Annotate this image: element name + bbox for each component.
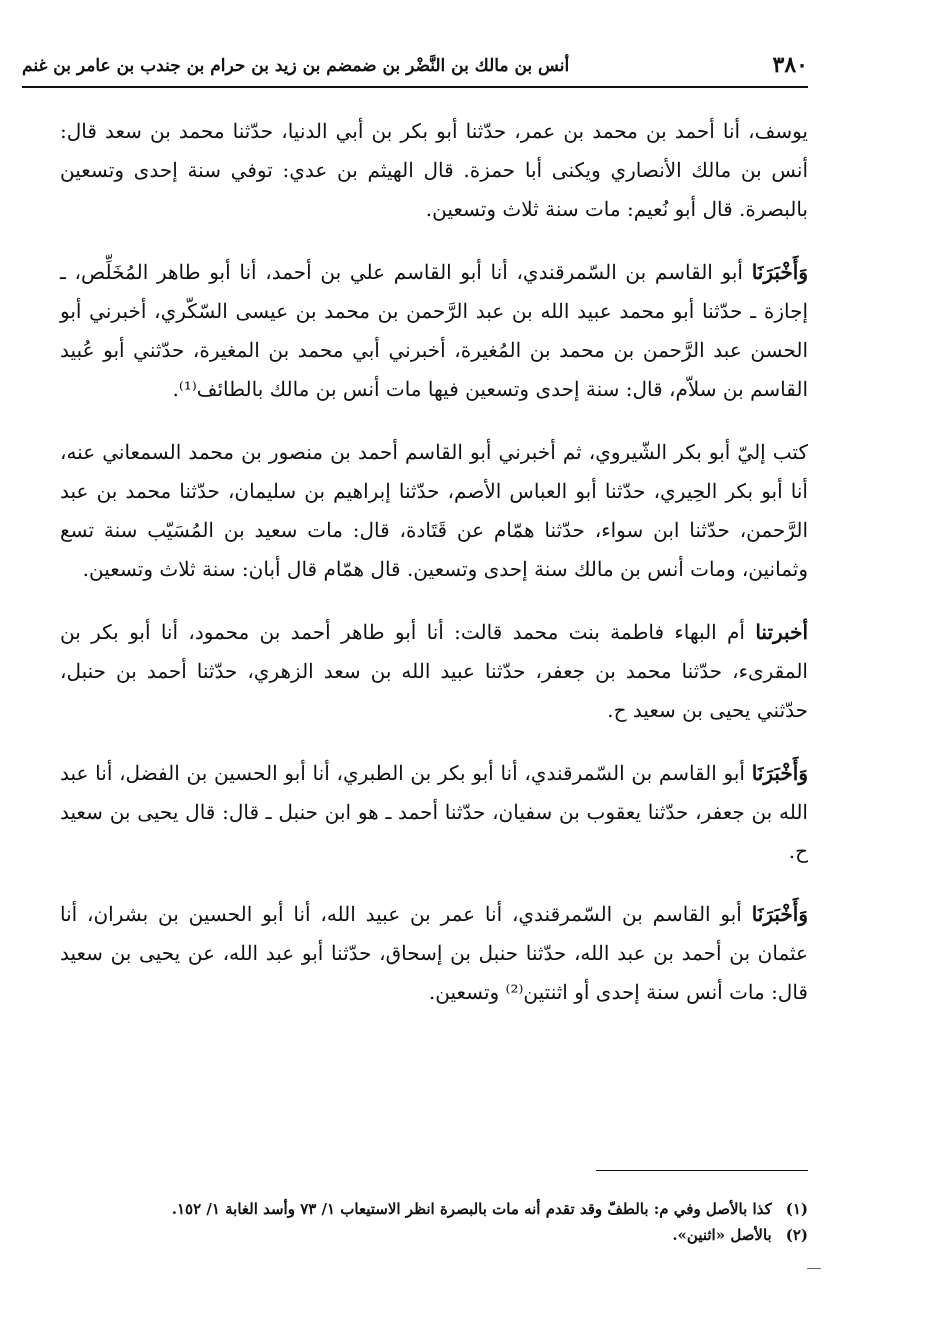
paragraph — [60, 895, 808, 1012]
paragraph-lead: وَأَخْبَرَنَا — [751, 902, 808, 926]
footnote-number: (١) — [785, 1200, 808, 1218]
header-divider — [22, 86, 808, 88]
footnote-divider — [596, 1170, 808, 1171]
paragraph-text: يوسف، أنا أحمد بن محمد بن عمر، حدّثنا أبو بكر بن أبي الدنيا، حدّثنا محمد بن سعد قال: أنس بن مالك الأنصاري ويكنى أبا حمزة. قال الهيثم بن عدي: توفي سنة إحدى وتسعين بالبصرة. قال أبو نُعيم: مات سنة ثلاث وتسعين. — [60, 119, 808, 221]
paragraph — [60, 754, 808, 871]
footnote-text: كذا بالأصل وفي م: بالطفّ وقد تقدم أنه مات بالبصرة انظر الاستيعاب ١/ ٧٣ وأسد الغابة ١/ ١٥٢. — [171, 1200, 772, 1218]
paragraph-text: أبو القاسم بن السّمرقندي، أنا أبو بكر بن الطبري، أنا أبو الحسين بن الفضل، أنا عبد الله بن جعفر، حدّثنا يعقوب بن سفيان، حدّثنا أحمد ـ هو ابن حنبل ـ قال: قال يحيى بن سعيد ح. — [60, 761, 808, 863]
running-title: أنس بن مالك بن النَّضْر بن ضمضم بن زيد بن حرام بن جندب بن عامر بن غنم — [22, 56, 570, 76]
footnote-number: (٢) — [785, 1226, 808, 1244]
footnotes — [60, 1196, 808, 1248]
paragraph — [60, 613, 808, 730]
page-number: ٣٨٠ — [772, 52, 808, 78]
paragraph-text: أم البهاء فاطمة بنت محمد قالت: أنا أبو طاهر أحمد بن محمود، أنا أبو بكر بن المقرىء، حدّثنا محمد بن جعفر، حدّثنا عبيد الله بن سعد الزهري، حدّثنا أحمد بن حنبل، حدّثني يحيى بن سعيد ح. — [60, 620, 808, 722]
footnote-text: بالأصل «اثنين». — [672, 1226, 772, 1244]
paragraph-lead: أخبرتنا — [755, 620, 808, 644]
paragraph-text: كتب إليّ أبو بكر الشّيروي، ثم أخبرني أبو القاسم أحمد بن منصور بن محمد السمعاني عنه، أنا أبو بكر الحِيري، حدّثنا أبو العباس الأصم، حدّثنا إبراهيم بن سليمان، حدّثنا محمد بن عبد الرَّحمن، حدّثنا ابن سواء، حدّثنا همّام عن قَتَادة، قال: مات سعيد بن المُسَيّب سنة تسع وثمانين، ومات أنس بن مالك سنة إحدى وتسعين. قال همّام قال أبان: سنة ثلاث وتسعين. — [60, 440, 808, 581]
paragraph — [60, 112, 808, 229]
footnote — [60, 1196, 808, 1222]
footnote — [60, 1222, 808, 1248]
main-text — [60, 112, 808, 1036]
paragraph — [60, 253, 808, 409]
paragraph — [60, 433, 808, 589]
scan-mark — [807, 1268, 821, 1269]
paragraph-lead: وَأَخْبَرَنَا — [751, 761, 808, 785]
paragraph-lead: وَأَخْبَرَنَا — [751, 260, 808, 284]
running-header — [22, 44, 808, 86]
paragraph-text: أبو القاسم بن السّمرقندي، أنا عمر بن عبيد الله، أنا أبو الحسين بن بشران، أنا عثمان بن أحمد بن عبد الله، حدّثنا حنبل بن إسحاق، حدّثنا أبو عبد الله، عن يحيى بن سعيد قال: مات أنس سنة إحدى أو اثنتين⁽²⁾ وتسعين. — [60, 902, 808, 1004]
paragraph-text: أبو القاسم بن السّمرقندي، أنا أبو القاسم علي بن أحمد، أنا أبو طاهر المُخَلِّص، ـ إجازة ـ حدّثنا أبو محمد عبيد الله بن عبد الرَّحمن بن محمد بن عيسى السّكّري، أخبرني أبو الحسن عبد الرَّحمن بن محمد بن المُغيرة، أخبرني أبي محمد بن المغيرة، حدّثني أبو عُبيد القاسم بن سلاّم، قال: سنة إحدى وتسعين فيها مات أنس بن مالك بالطائف⁽¹⁾. — [60, 260, 808, 401]
